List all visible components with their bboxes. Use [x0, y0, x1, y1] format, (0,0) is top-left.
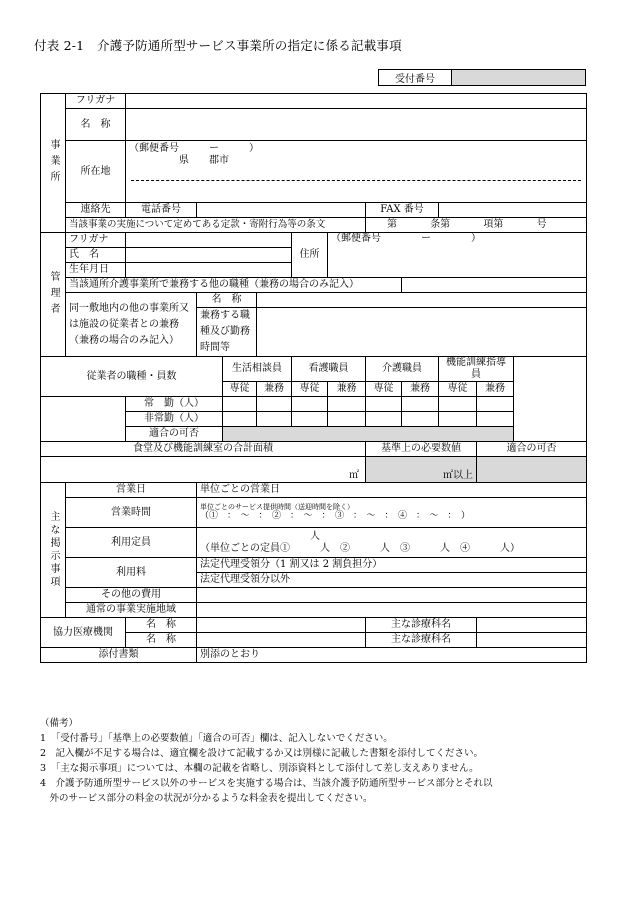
tel-field[interactable]: [197, 203, 366, 218]
other-office-job-field[interactable]: [257, 308, 587, 357]
cell-pt-1[interactable]: [223, 412, 257, 427]
staff-blank: [514, 357, 551, 442]
fee-label: 利用料: [66, 558, 197, 588]
other-office-job-label: 兼務する職種及び勤務時間等: [197, 308, 257, 357]
cell-pt-4[interactable]: [328, 412, 366, 427]
receipt-number-box: [378, 69, 586, 86]
cell-ft-2[interactable]: [257, 397, 292, 412]
coop-dept-label-1: 主な診療科名: [366, 618, 477, 633]
cell-ft-8[interactable]: [477, 397, 514, 412]
notes-section: [40, 716, 600, 806]
cell-ft-7[interactable]: [439, 397, 477, 412]
hours-note: 単位ごとのサービス提供時間（送迎時間を除く）: [200, 502, 354, 511]
coop-name-label-1: 名 称: [126, 618, 197, 633]
sub-part-3: 兼務: [402, 382, 439, 397]
fee-other-field[interactable]: 法定代理受領分以外: [197, 573, 587, 588]
other-cost-field[interactable]: [197, 588, 587, 603]
other-office-label: 同一敷地内の他の事業所又は施設の従業者との兼務（兼務の場合のみ記入）: [66, 293, 197, 357]
area-field[interactable]: [41, 457, 366, 483]
office-furigana-label: フリガナ: [66, 94, 126, 109]
business-hours-label: 営業時間: [66, 498, 197, 528]
note-1: 1 「受付番号」「基準上の必要数値」「適合の可否」欄は、記入しないでください。: [40, 733, 393, 744]
sub-full-2: 専従: [292, 382, 328, 397]
cell-pt-7[interactable]: [439, 412, 477, 427]
role-nurse: 看護職員: [292, 357, 366, 382]
manager-name-field[interactable]: [126, 248, 292, 263]
area-label: 食堂及び機能訓練室の合計面積: [41, 442, 366, 457]
capacity-unit: 人: [310, 530, 320, 542]
staff-row-indent: [41, 397, 126, 412]
note-2: 2 記入欄が不足する場合は、適宜欄を設けて記載するか又は別様に記載した書類を添付してください。: [40, 748, 484, 759]
area-unit: ㎡: [349, 470, 359, 481]
article-dai: 第: [387, 219, 397, 230]
office-address-label: 所在地: [66, 141, 126, 203]
other-office-name-label: 名 称: [197, 293, 257, 308]
sub-full-3: 専従: [366, 382, 402, 397]
staff-row-indent: [41, 427, 126, 442]
area-std-field: [366, 457, 477, 483]
staff-header: 従業者の職種・員数: [41, 357, 223, 397]
business-days-field[interactable]: 単位ごとの営業日: [197, 483, 587, 498]
capacity-label: 利用定員: [66, 528, 197, 558]
attachment-label: 添付書類: [41, 648, 197, 663]
concurrent-job-field[interactable]: [402, 278, 587, 293]
receipt-number-label: 受付番号: [379, 70, 452, 86]
cell-pt-3[interactable]: [292, 412, 328, 427]
receipt-number-field[interactable]: [452, 70, 586, 86]
cell-ft-3[interactable]: [292, 397, 328, 412]
articles-field[interactable]: [366, 218, 587, 233]
office-name-field[interactable]: [126, 109, 587, 141]
manager-furigana-field[interactable]: [126, 233, 292, 248]
office-section-label: 事業所: [41, 94, 66, 233]
coop-name-field-2[interactable]: [197, 633, 366, 648]
coop-name-label-2: 名 称: [126, 633, 197, 648]
manager-address-label: 住所: [292, 233, 328, 278]
registration-form-table: [40, 93, 587, 663]
office-address-field[interactable]: [126, 141, 587, 203]
office-furigana-field[interactable]: [126, 94, 587, 109]
office-postal-text: （郵便番号 ー ）: [129, 143, 259, 154]
coop-dept-field-1[interactable]: [477, 618, 587, 633]
office-pref-text: 県 郡市: [179, 155, 229, 166]
sub-part-2: 兼務: [328, 382, 366, 397]
fax-label: FAX 番号: [366, 203, 439, 218]
cell-ft-1[interactable]: [223, 397, 257, 412]
concurrent-job-label: 当該通所介護事業所で兼務する他の職種（兼務の場合のみ記入）: [66, 278, 402, 293]
area-std-unit: ㎡以上: [443, 470, 473, 481]
note-4-cont: 外のサービス部分の料金の状況が分かるような料金表を提出してください。: [40, 793, 373, 804]
area-ok-field: [477, 457, 587, 483]
office-name-label: 名 称: [66, 109, 126, 141]
sub-full-1: 専従: [223, 382, 257, 397]
role-caregiver: 介護職員: [366, 357, 439, 382]
business-hours-field[interactable]: [197, 498, 587, 528]
fee-covered-field[interactable]: 法定代理受領分（1 割又は 2 割負担分）: [197, 558, 587, 573]
form-title: 付表 2-1 介護予防通所型サービス事業所の指定に係る記載事項: [34, 38, 402, 53]
cell-pt-6[interactable]: [402, 412, 439, 427]
service-area-label: 通常の事業実施地域: [66, 603, 197, 618]
manager-birth-label: 生年月日: [66, 263, 126, 278]
other-office-name-field[interactable]: [257, 293, 587, 308]
articles-label: 当該事業の実施について定めてある定款・寄附行為等の条文: [66, 218, 366, 233]
cell-pt-2[interactable]: [257, 412, 292, 427]
notes-heading: （備考）: [40, 718, 79, 729]
compliance-cells: [223, 427, 514, 442]
row-parttime: 非常勤（人）: [126, 412, 223, 427]
coop-medical-label: 協力医療機関: [41, 618, 126, 648]
article-jou: 条第: [430, 219, 451, 230]
coop-name-field-1[interactable]: [197, 618, 366, 633]
cell-pt-8[interactable]: [477, 412, 514, 427]
note-3: 3 「主な掲示事項」については、本欄の記載を省略し、別添資料として添付して差し支えありません。: [40, 763, 479, 774]
cell-ft-5[interactable]: [366, 397, 402, 412]
staff-row-indent: [41, 412, 126, 427]
area-ok-label: 適合の可否: [477, 442, 587, 457]
business-days-label: 営業日: [66, 483, 197, 498]
coop-dept-field-2[interactable]: [477, 633, 587, 648]
sub-part-1: 兼務: [257, 382, 292, 397]
article-kou: 項第: [483, 219, 504, 230]
capacity-value: （単位ごとの定員① 人 ② 人 ③ 人 ④ 人）: [200, 542, 520, 554]
capacity-field[interactable]: [197, 528, 587, 558]
manager-name-label: 氏 名: [66, 248, 126, 263]
hours-value: （① ： ～ ： ② ： ～ ： ③ ： ～ ： ④ ： ～ ： ）: [200, 511, 471, 522]
sub-part-4: 兼務: [477, 382, 514, 397]
coop-dept-label-2: 主な診療科名: [366, 633, 477, 648]
sub-full-4: 専従: [439, 382, 477, 397]
note-4: 4 介護予防通所型サービス以外のサービスを実施する場合は、当該介護予防通所型サービス部分とそれ以: [40, 778, 493, 789]
service-area-field[interactable]: [197, 603, 587, 618]
role-trainer: 機能訓練指導員: [439, 357, 514, 382]
row-fulltime: 常 勤（人）: [126, 397, 223, 412]
cell-ft-4[interactable]: [328, 397, 366, 412]
manager-section-label: 管理者: [41, 233, 66, 357]
manager-birth-field[interactable]: [126, 263, 292, 278]
other-cost-label: その他の費用: [66, 588, 197, 603]
article-gou: 号: [536, 219, 547, 230]
manager-furigana-label: フリガナ: [66, 233, 126, 248]
attachment-field[interactable]: 別添のとおり: [197, 648, 587, 663]
contact-label: 連絡先: [66, 203, 126, 218]
area-std-label: 基準上の必要数値: [366, 442, 477, 457]
manager-address-field[interactable]: [328, 233, 587, 278]
role-counselor: 生活相談員: [223, 357, 292, 382]
cell-pt-5[interactable]: [366, 412, 402, 427]
main-items-section-label: 主な掲示事項: [41, 483, 66, 618]
tel-label: 電話番号: [126, 203, 197, 218]
fax-field[interactable]: [439, 203, 587, 218]
cell-ft-6[interactable]: [402, 397, 439, 412]
manager-postal-text: （郵便番号 ー ）: [331, 233, 481, 244]
office-address-divider: [131, 180, 581, 181]
row-compliance: 適合の可否: [126, 427, 223, 442]
